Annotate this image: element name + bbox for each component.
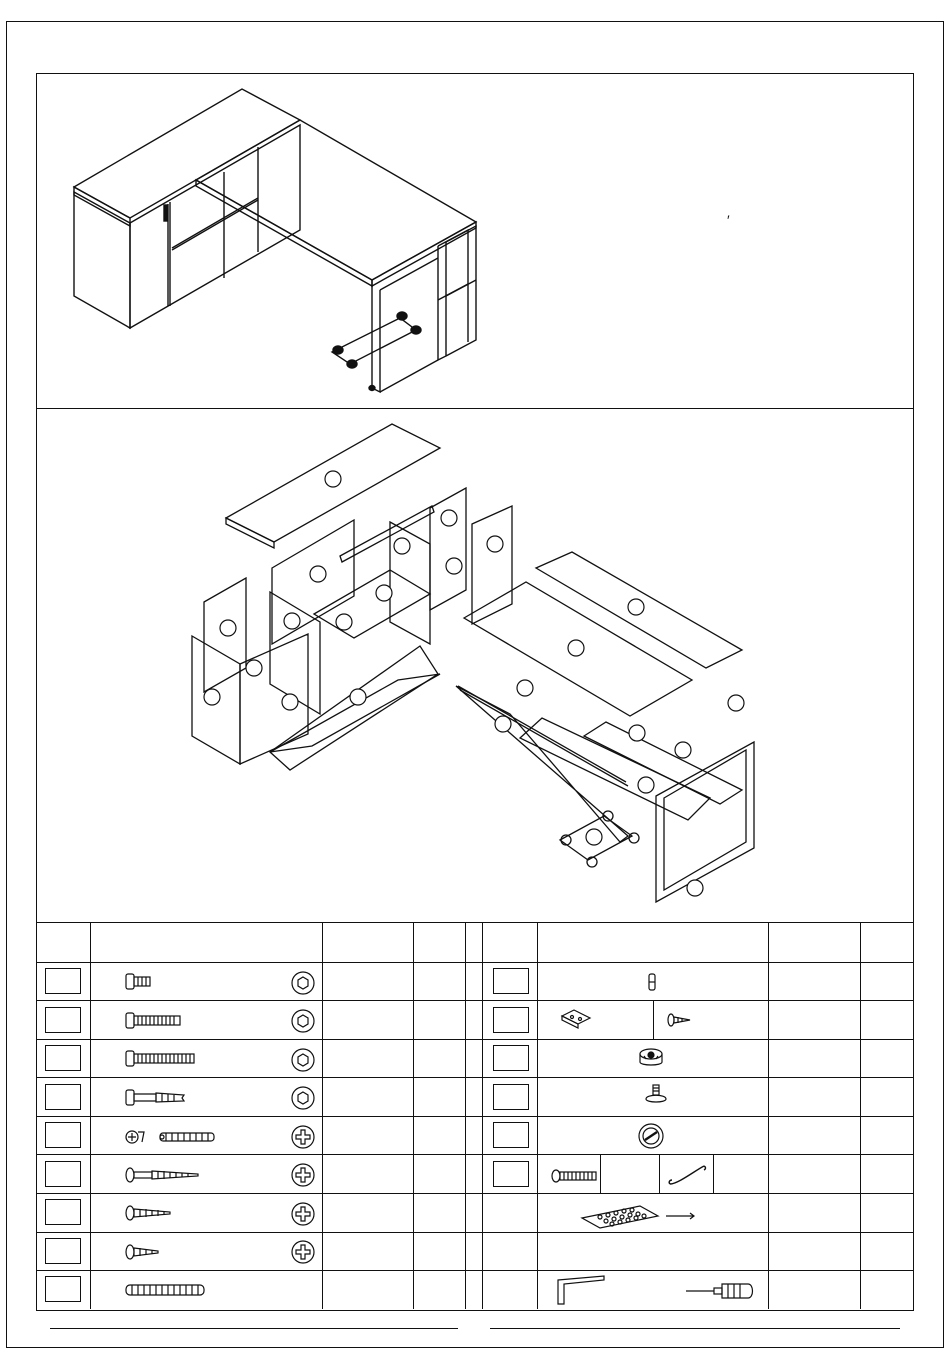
row-6-split-b	[659, 1155, 660, 1194]
leveling-glide-icon	[642, 1083, 670, 1109]
item-code-box	[493, 1045, 529, 1071]
screwdriver-icon	[684, 1278, 756, 1304]
phillips-wood-screw-long-icon	[124, 1165, 208, 1185]
row-6-split-a	[600, 1155, 601, 1194]
item-code-box	[45, 1084, 81, 1110]
hex-bolt-self-tapping-icon	[124, 1088, 194, 1108]
tick-mark: ′	[727, 212, 730, 228]
table-row-line	[36, 1154, 914, 1155]
adjustable-foot-icon	[636, 1045, 666, 1073]
table-row-line	[36, 1116, 914, 1117]
item-code-box	[493, 1007, 529, 1033]
hex-drive-icon	[290, 1085, 316, 1111]
item-code-box	[493, 968, 529, 994]
hex-bolt-short-icon	[124, 972, 164, 992]
hex-bolt-long-icon	[124, 1049, 200, 1069]
table-row-line	[36, 1000, 914, 1001]
footer-rule-right	[490, 1328, 900, 1329]
phillips-wood-screw-medium-icon	[124, 1203, 176, 1223]
page-bottom-border	[6, 1347, 944, 1348]
item-code-box	[45, 1238, 81, 1264]
section-divider	[36, 408, 914, 409]
table-row-line	[36, 1077, 914, 1078]
table-row-line	[36, 1232, 914, 1233]
item-code-box	[45, 1161, 81, 1187]
phillips-drive-icon	[290, 1239, 316, 1265]
table-row-line	[36, 962, 914, 963]
table-row-line	[36, 1193, 914, 1194]
item-code-box	[45, 1122, 81, 1148]
item-code-box	[45, 1045, 81, 1071]
small-pin-icon	[646, 972, 658, 992]
item-code-box	[493, 1161, 529, 1187]
page-top-border	[6, 21, 944, 22]
hex-drive-icon	[290, 1008, 316, 1034]
row-2-split	[653, 1001, 654, 1039]
hex-drive-icon	[290, 1047, 316, 1073]
screw-and-handle-icon	[550, 1166, 600, 1186]
page-left-border	[6, 21, 7, 1348]
wooden-dowel-icon	[124, 1280, 208, 1300]
phillips-screw-small-icon	[666, 1010, 694, 1030]
table-row-line	[36, 1270, 914, 1271]
cam-lock-and-dowel-icon	[124, 1126, 220, 1148]
phillips-drive-icon	[290, 1124, 316, 1150]
handle-bar-icon	[666, 1160, 708, 1188]
item-code-box	[45, 968, 81, 994]
phillips-drive-icon	[290, 1162, 316, 1188]
row-6-split-c	[713, 1155, 714, 1194]
exploded-parts-illustration	[180, 418, 770, 914]
felt-pad-sheet-icon	[580, 1202, 700, 1232]
section-divider-table	[36, 922, 914, 923]
phillips-drive-icon	[290, 1201, 316, 1227]
page-right-border	[943, 21, 944, 1348]
phillips-wood-screw-short-icon	[124, 1242, 162, 1262]
item-code-box	[45, 1199, 81, 1225]
item-code-box	[45, 1276, 81, 1302]
item-code-box	[45, 1007, 81, 1033]
footer-rule-left	[50, 1328, 458, 1329]
cam-lock-disc-icon	[636, 1121, 666, 1151]
hex-bolt-medium-icon	[124, 1011, 188, 1031]
hex-drive-icon	[290, 970, 316, 996]
item-code-box	[493, 1122, 529, 1148]
table-row-line	[36, 1039, 914, 1040]
item-code-box	[493, 1084, 529, 1110]
assembled-desk-illustration	[60, 80, 500, 400]
hinge-plate-icon	[560, 1008, 592, 1030]
allen-key-icon	[556, 1274, 608, 1306]
